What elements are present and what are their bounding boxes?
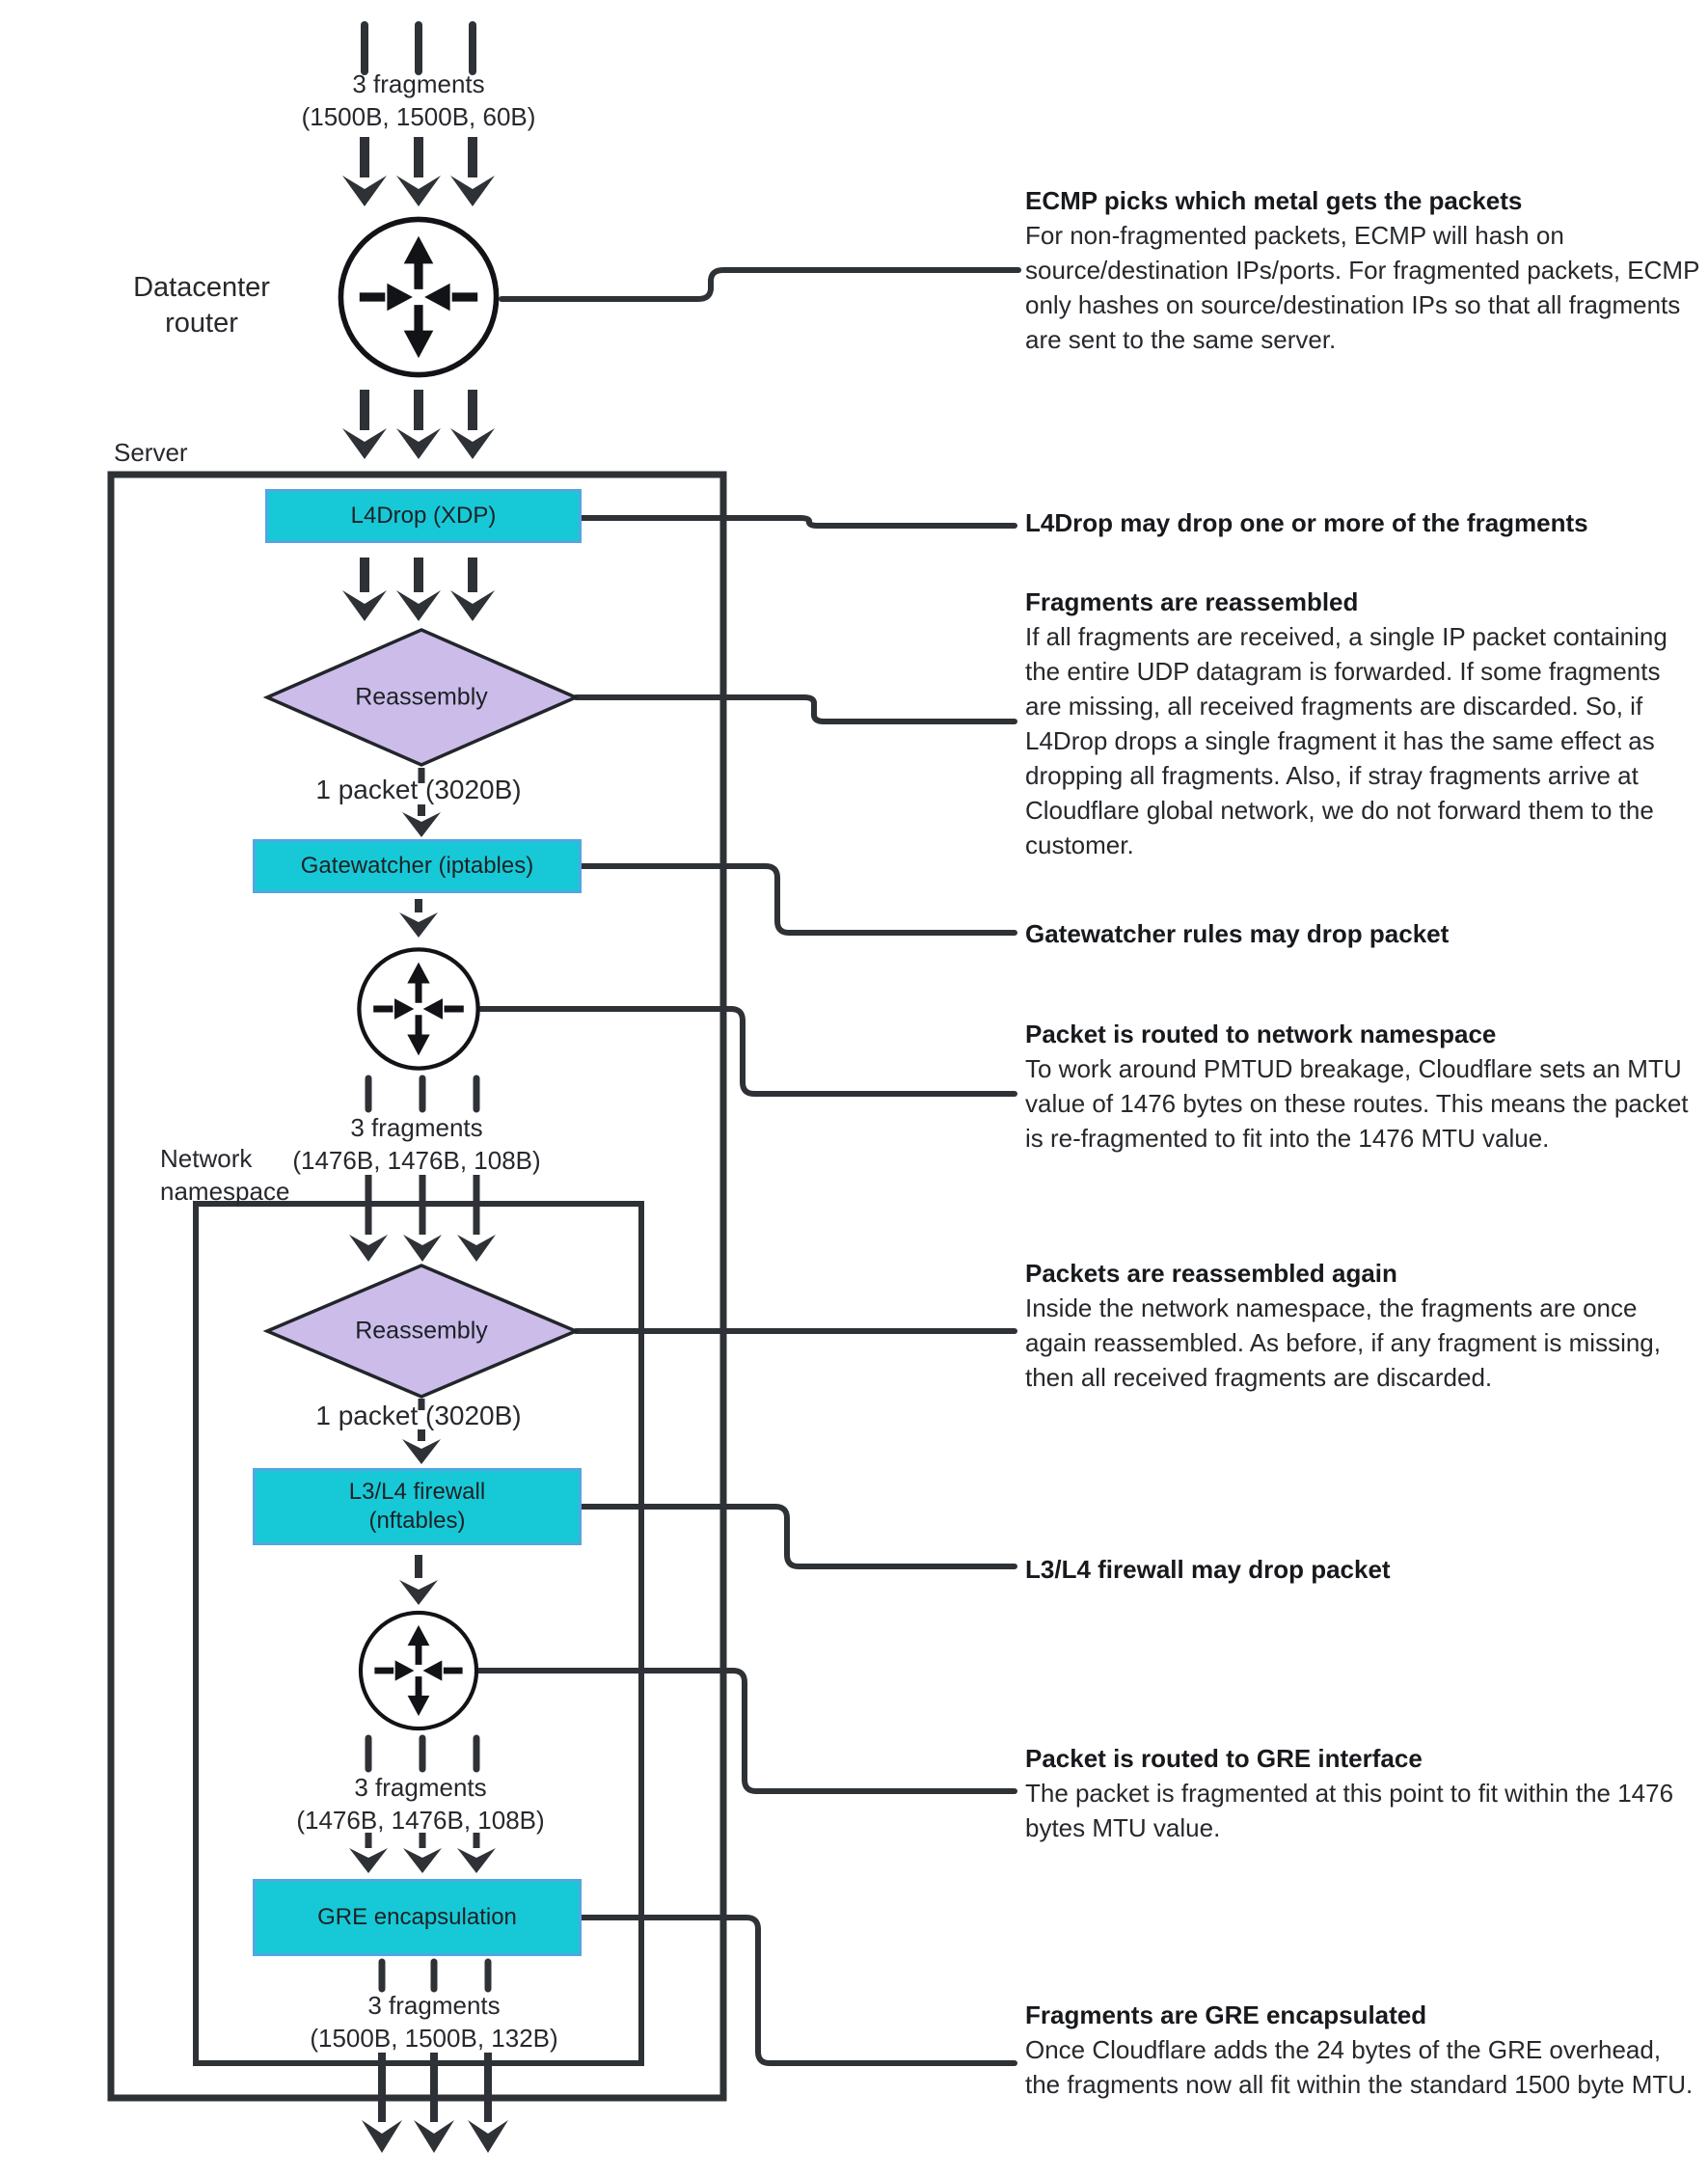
l4drop-node: [265, 489, 582, 543]
annotation-body: Inside the network namespace, the fragments are once again reassembled. As before, if any fragment is missing, then all received fragments are discarded.: [1025, 1293, 1661, 1392]
annotation-title: L3/L4 firewall may drop packet: [1025, 1555, 1391, 1584]
connector-router2: [479, 1009, 1015, 1094]
fragments-count: 3 fragments: [350, 1113, 483, 1142]
packet-dashes-top: [365, 25, 473, 71]
fragments-count: 3 fragments: [367, 1991, 501, 2020]
l4drop-label: L4Drop (XDP): [350, 503, 497, 529]
annotation-reassembled-again: [1025, 1256, 1700, 1395]
annotation-netns-route: [1025, 1017, 1700, 1156]
fragments-sizes: (1500B, 1500B, 60B): [301, 102, 536, 131]
router-icon: [359, 949, 477, 1068]
flow-arrows-exit: [362, 2053, 508, 2153]
flow-arrows-into-router: [342, 137, 495, 206]
gre-in-fragments-label: [296, 1771, 544, 1837]
gatewatcher-label: Gatewatcher (iptables): [300, 853, 534, 879]
router-icon: [361, 1613, 476, 1728]
server-box-label: Server: [114, 438, 188, 467]
l3l4-firewall-node: [253, 1468, 582, 1545]
flow-arrows-l4drop-to-reassembly: [342, 558, 495, 621]
flow-gatewatcher-to-router2: [399, 899, 438, 938]
annotation-title: Packets are reassembled again: [1025, 1259, 1397, 1288]
annotation-body: Once Cloudflare adds the 24 bytes of the GRE overhead, the fragments now all fit within the standard 1500 byte MTU.: [1025, 2035, 1694, 2099]
gre-out-fragments-label: [310, 1989, 557, 2055]
annotation-gre-route: [1025, 1741, 1700, 1845]
flow-arrows-into-server: [342, 390, 495, 459]
annotation-title: Fragments are reassembled: [1025, 587, 1359, 616]
fragments-sizes: (1476B, 1476B, 108B): [292, 1146, 541, 1175]
annotation-title: Packet is routed to network namespace: [1025, 1020, 1497, 1048]
annotation-body: For non-fragmented packets, ECMP will hash on source/destination IPs/ports. For fragmented packets, ECMP only hashes on source/destination IPs so that all fragments are sent to the same server.: [1025, 221, 1699, 354]
connector-reassembly1: [576, 697, 1015, 721]
fragments-sizes: (1476B, 1476B, 108B): [296, 1806, 545, 1835]
reassembly-label: Reassembly: [355, 1317, 488, 1345]
packet-dashes-gre-in: [368, 1738, 476, 1769]
annotation-body: The packet is fragmented at this point to fit within the 1476 bytes MTU value.: [1025, 1779, 1674, 1842]
flow-arrows-into-gre: [349, 1833, 496, 1873]
fragments-sizes: (1500B, 1500B, 132B): [310, 2024, 558, 2053]
annotation-l4drop: [1025, 505, 1700, 540]
annotation-body: To work around PMTUD breakage, Cloudflare sets an MTU value of 1476 bytes on these routes. This means the packet is re-fragmented to fit into the 1476 MTU value.: [1025, 1054, 1689, 1153]
connector-gatewatcher: [582, 866, 1015, 933]
packet-dashes-mid: [368, 1078, 476, 1109]
network-namespace-label: Network namespace: [160, 1144, 290, 1206]
annotation-title: ECMP picks which metal gets the packets: [1025, 186, 1523, 215]
annotation-reassembled: [1025, 585, 1700, 862]
connector-firewall: [582, 1507, 1015, 1566]
connector-ecmp: [502, 270, 1018, 299]
fragments-count: 3 fragments: [352, 69, 485, 98]
annotation-ecmp: [1025, 183, 1700, 357]
packet-size-label: 1 packet (3020B): [315, 775, 522, 804]
annotation-title: Fragments are GRE encapsulated: [1025, 2000, 1427, 2029]
gatewatcher-node: [253, 839, 582, 893]
reassembly-label: Reassembly: [355, 683, 488, 711]
fragments-count: 3 fragments: [354, 1773, 487, 1802]
annotation-title: Gatewatcher rules may drop packet: [1025, 919, 1450, 948]
datacenter-router-label: Datacenter router: [133, 272, 270, 339]
firewall-label-line2: (nftables): [368, 1508, 466, 1534]
annotation-title: L4Drop may drop one or more of the fragments: [1025, 508, 1588, 537]
annotation-gre-encapsulated: [1025, 1998, 1700, 2102]
gre-label: GRE encapsulation: [317, 1904, 517, 1930]
top-fragments-label: [302, 68, 536, 133]
annotation-body: If all fragments are received, a single IP packet containing the entire UDP datagram is forwarded. If some fragments are missing, all received fragments are discarded. So, if L4Drop drops a single fragment it has the same effect as dropping all fragments. Also, if stray fragments arrive at Cloudflare global network, we do not forward them to the customer.: [1025, 622, 1667, 859]
packet-size-label: 1 packet (3020B): [315, 1401, 522, 1430]
annotation-gatewatcher: [1025, 916, 1700, 951]
router-icon: [340, 219, 496, 374]
flow-firewall-to-router3: [399, 1555, 438, 1605]
connector-router3: [477, 1671, 1015, 1791]
annotation-firewall: [1025, 1552, 1700, 1587]
packet-dashes-gre-out: [382, 1962, 488, 1989]
mid-fragments-label: [292, 1111, 540, 1177]
gre-encapsulation-node: [253, 1879, 582, 1956]
annotation-title: Packet is routed to GRE interface: [1025, 1744, 1423, 1773]
flow-arrows-into-namespace: [349, 1175, 496, 1262]
connector-gre: [582, 1918, 1015, 2063]
firewall-label-line1: L3/L4 firewall: [348, 1479, 486, 1505]
connector-l4drop: [582, 518, 1015, 526]
